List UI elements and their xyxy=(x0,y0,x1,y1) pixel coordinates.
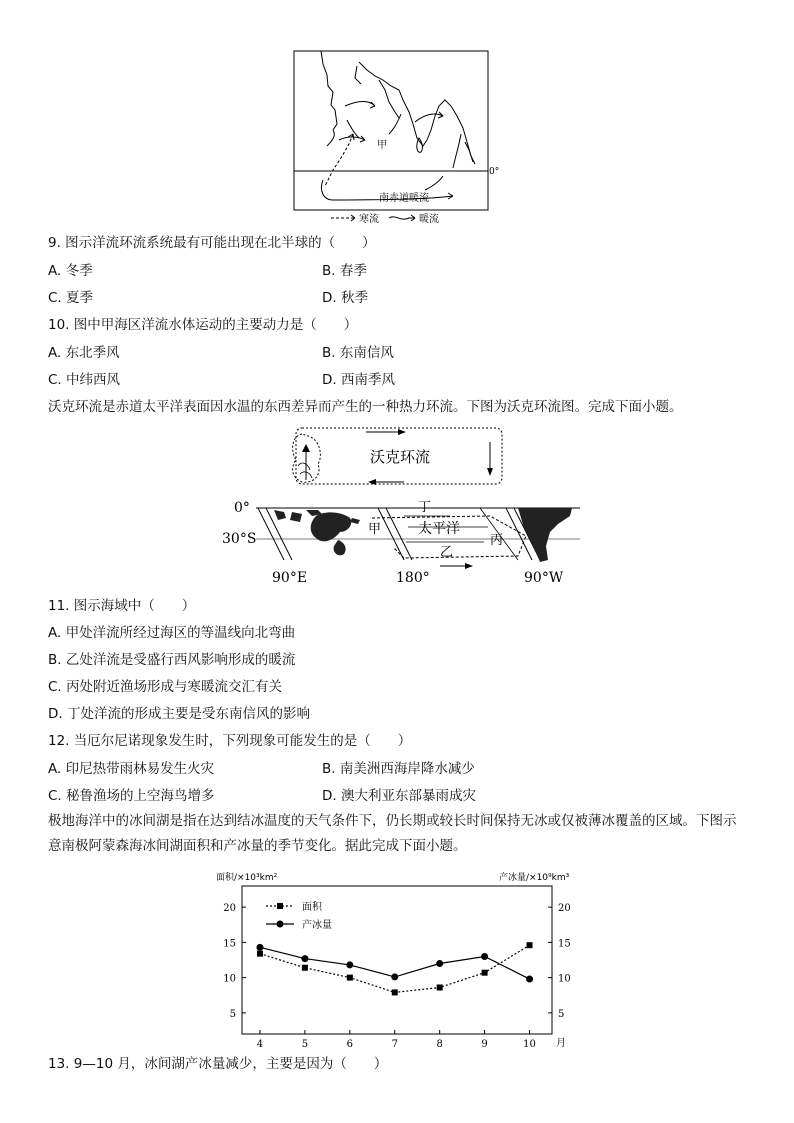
y-tick-label-right: 5 xyxy=(558,1008,565,1020)
q10-option-a[interactable]: A. 东北季风 xyxy=(48,345,120,361)
y-axis-right-label: 产冰量/×10⁹km³ xyxy=(499,873,570,883)
q12-option-d[interactable]: D. 澳大利亚东部暴雨成灾 xyxy=(322,788,476,804)
y-tick-label-left: 15 xyxy=(223,938,236,950)
legend-label: 面积 xyxy=(302,902,322,913)
lon-90e: 90°E xyxy=(272,570,308,586)
data-point-area xyxy=(347,975,353,981)
q10-option-c[interactable]: C. 中纬西风 xyxy=(48,372,121,388)
y-axis-left-label: 面积/×10³km² xyxy=(216,873,278,883)
x-tick-label: 7 xyxy=(391,1039,398,1050)
data-point-area xyxy=(527,942,533,948)
q10-option-d[interactable]: D. 西南季风 xyxy=(322,372,395,388)
series-line-0 xyxy=(260,945,530,992)
label-yi: 乙 xyxy=(440,545,454,560)
y-tick-label-right: 20 xyxy=(558,903,571,915)
x-tick-label: 8 xyxy=(436,1039,443,1050)
label-south-equatorial-current: 南赤道暖流 xyxy=(379,193,429,204)
label-ding: 丁 xyxy=(418,500,432,515)
lon-90w: 90°W xyxy=(524,570,564,586)
polynya-intro-text: 极地海洋中的冰间湖是指在达到结冰温度的天气条件下，仍长期或较长时间保持无冰或仅被薄冰覆盖的区域。下图示意南极阿蒙森海冰间湖面积和产冰量的季节变化。据此完成下面小题。 xyxy=(48,813,737,854)
data-point-ice xyxy=(526,976,533,983)
label-equator: 0° xyxy=(489,167,500,177)
label-jia: 甲 xyxy=(368,522,382,537)
question-13-stem: 13. 9—10 月，冰间湖产冰量减少，主要是因为（ ） xyxy=(48,1056,388,1072)
q9-option-a[interactable]: A. 冬季 xyxy=(48,263,93,279)
x-axis-label: 月 xyxy=(556,1038,566,1049)
walker-circulation-diagram xyxy=(218,420,580,588)
y-tick-label-right: 10 xyxy=(558,973,571,985)
x-tick-label: 6 xyxy=(346,1039,354,1050)
lat-30s: 30°S xyxy=(222,531,257,547)
data-point-ice xyxy=(391,973,398,980)
legend-warm: 暖流 xyxy=(419,214,439,225)
y-tick-label-right: 15 xyxy=(558,938,571,950)
question-11-stem: 11. 图示海域中（ ） xyxy=(48,598,196,614)
data-point-area xyxy=(302,965,308,971)
legend-marker-square xyxy=(277,903,283,909)
question-9-stem: 9. 图示洋流环流系统最有可能出现在北半球的（ ） xyxy=(48,235,376,251)
legend-cold: 寒流 xyxy=(359,214,379,225)
data-point-area xyxy=(482,970,488,976)
data-point-area xyxy=(392,989,398,995)
indian-ocean-current-map xyxy=(293,50,503,226)
lon-180: 180° xyxy=(396,570,430,586)
data-point-ice xyxy=(436,960,443,967)
data-point-ice xyxy=(301,955,308,962)
label-pacific: 太平洋 xyxy=(418,521,460,537)
legend-label: 产冰量 xyxy=(302,920,332,931)
polynya-chart xyxy=(214,868,584,1052)
data-point-ice xyxy=(256,944,263,951)
data-point-ice xyxy=(481,953,488,960)
q11-option-b[interactable]: B. 乙处洋流是受盛行西风影响形成的暖流 xyxy=(48,652,296,668)
walker-intro-text: 沃克环流是赤道太平洋表面因水温的东西差异而产生的一种热力环流。下图为沃克环流图。完成下面小题。 xyxy=(48,399,683,415)
x-tick-label: 10 xyxy=(523,1039,536,1050)
question-12-stem: 12. 当厄尔尼诺现象发生时，下列现象可能发生的是（ ） xyxy=(48,733,412,749)
x-tick-label: 5 xyxy=(301,1039,309,1050)
q12-option-c[interactable]: C. 秘鲁渔场的上空海鸟增多 xyxy=(48,788,215,804)
q9-option-c[interactable]: C. 夏季 xyxy=(48,290,94,306)
q9-option-d[interactable]: D. 秋季 xyxy=(322,290,368,306)
question-10-stem: 10. 图中甲海区洋流水体运动的主要动力是（ ） xyxy=(48,317,358,333)
q10-option-b[interactable]: B. 东南信风 xyxy=(322,345,394,361)
y-tick-label-left: 5 xyxy=(229,1008,236,1020)
lat-0: 0° xyxy=(234,500,250,516)
label-bing: 丙 xyxy=(490,533,504,548)
q11-option-c[interactable]: C. 丙处附近渔场形成与寒暖流交汇有关 xyxy=(48,679,283,695)
q12-option-b[interactable]: B. 南美洲西海岸降水减少 xyxy=(322,761,475,777)
y-tick-label-left: 10 xyxy=(223,973,236,985)
y-tick-label-left: 20 xyxy=(223,903,236,915)
q11-option-d[interactable]: D. 丁处洋流的形成主要是受东南信风的影响 xyxy=(48,706,310,722)
x-tick-label: 9 xyxy=(481,1039,488,1050)
label-jia: 甲 xyxy=(377,140,387,151)
x-tick-label: 4 xyxy=(256,1039,264,1050)
data-point-area xyxy=(437,984,443,990)
data-point-ice xyxy=(346,961,353,968)
q12-option-a[interactable]: A. 印尼热带雨林易发生火灾 xyxy=(48,761,215,777)
data-point-area xyxy=(257,951,263,957)
walker-title: 沃克环流 xyxy=(370,448,431,466)
legend-marker-circle xyxy=(277,921,284,928)
q11-option-a[interactable]: A. 甲处洋流所经过海区的等温线向北弯曲 xyxy=(48,625,296,641)
q9-option-b[interactable]: B. 春季 xyxy=(322,263,367,279)
